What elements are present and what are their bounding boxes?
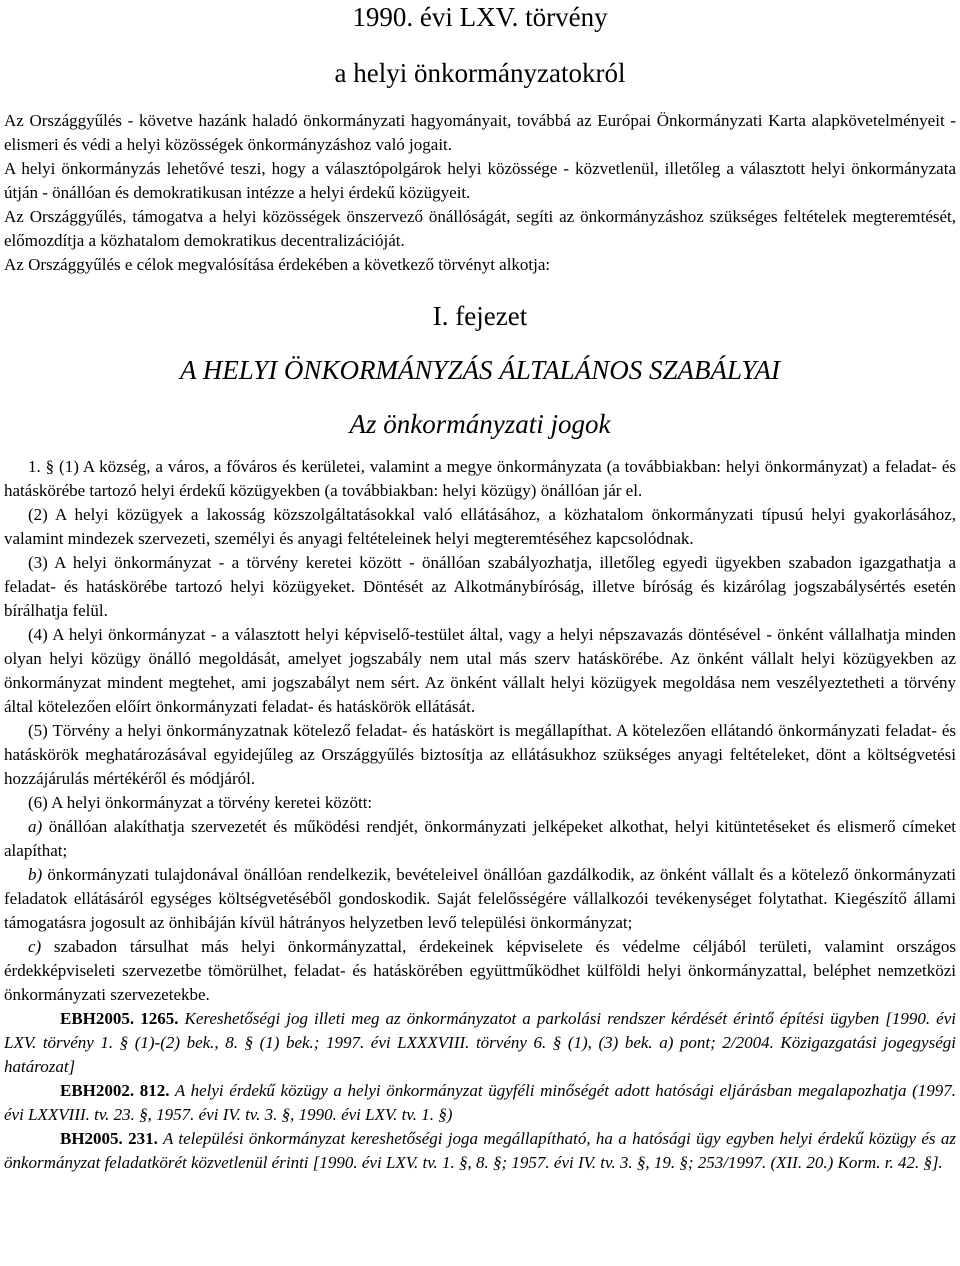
list-item-a-text: önállóan alakíthatja szervezetét és működési rendjét, önkormányzati jelképeket alkothat, helyi kitüntetéseket és elismerő címeket alapíthat; — [4, 817, 956, 860]
case-law-ref-1: EBH2005. 1265. — [60, 1009, 179, 1028]
case-law-note-1 — [4, 1007, 956, 1079]
section-1-paragraph-4: (4) A helyi önkormányzat - a választott helyi képviselő-testület által, vagy a helyi népszavazás döntésével - önként vállalhatja minden olyan helyi közügy önálló megoldását, amelyet jogszabály nem utal más szerv hatáskörébe. Az önként vállalt helyi közügyekben az önkormányzat mindent megtehet, ami jogszabályt nem sért. Az önként vállalt helyi közügyek megoldása nem veszélyeztetheti a törvény által kötelezően előírt önkormányzati feladat- és hatáskörök ellátását. — [4, 625, 956, 716]
preamble-paragraph-3: Az Országgyűlés, támogatva a helyi közösségek önszervező önállóságát, segíti az önkormányzáshoz szükséges feltételek megteremtését, előmozdítja a közhatalom demokratikus decentralizációját. — [4, 207, 956, 250]
case-law-ref-3: BH2005. 231. — [60, 1129, 158, 1148]
list-item-c-text: szabadon társulhat más helyi önkormányzattal, érdekeinek képviselete és védelme céljából területi, valamint országos érdekképviseleti szervezetbe tömörülhet, feladat- és hatáskörében együttműködhet külföldi helyi önkormányzattal, beléphet nemzetközi önkormányzati szervezetekbe. — [4, 937, 956, 1004]
section-1-paragraph-1: 1. § (1) A község, a város, a főváros és kerületei, valamint a megye önkormányzata (a továbbiakban: helyi önkormányzat) a feladat- és hatáskörébe tartozó helyi érdekű közügyekben (a továbbiakban: helyi közügy) önállóan jár el. — [4, 457, 956, 500]
section-1-paragraph-3: (3) A helyi önkormányzat - a törvény keretei között - önállóan szabályozhatja, illetőleg egyedi ügyekben szabadon igazgathatja a feladat- és hatáskörébe tartozó helyi közügyeket. Döntését az Alkotmánybíróság, illetve bíróság és kizárólag jogszabálysértés esetén bírálhatja felül. — [4, 553, 956, 620]
case-law-text-3: A települési önkormányzat kereshetőségi joga megállapítható, ha a hatósági ügy egyben helyi érdekű közügy és az önkormányzat feladatkörét közvetlenül érinti [1990. évi LXV. tv. 1. §, 8. §; 1957. évi IV. tv. 3. §, 19. §; 253/1997. (XII. 20.) Korm. r. 42. §]. — [4, 1129, 956, 1172]
section-1-paragraph-2: (2) A helyi közügyek a lakosság közszolgáltatásokkal való ellátásához, a közhatalom önkormányzati típusú helyi gyakorlásához, valamint mindezek szervezeti, személyi és anyagi feltételeinek helyi megteremtéséhez kapcsolódnak. — [4, 505, 956, 548]
section-1-paragraph-6: (6) A helyi önkormányzat a törvény keretei között: — [28, 793, 373, 812]
list-item-a — [4, 815, 956, 863]
case-law-text-2: A helyi érdekű közügy a helyi önkormányzat ügyféli minőségét adott hatósági eljárásban megalapozhatja (1997. évi LXXVIII. tv. 23. §, 1957. évi IV. tv. 3. §, 1990. évi LXV. tv. 1. §) — [4, 1081, 956, 1124]
case-law-note-2 — [4, 1079, 956, 1127]
case-law-ref-2: EBH2002. 812. — [60, 1081, 170, 1100]
case-law-note-3 — [4, 1127, 956, 1175]
chapter-heading: I. fejezet — [432, 301, 528, 331]
document-subtitle: a helyi önkormányzatokról — [334, 58, 626, 88]
document-page — [0, 2, 960, 1175]
preamble-paragraph-4: Az Országgyűlés e célok megvalósítása érdekében a következő törvényt alkotja: — [4, 255, 551, 274]
list-item-c — [4, 935, 956, 1007]
list-item-a-letter: a) — [28, 817, 43, 836]
list-item-b-text: önkormányzati tulajdonával önállóan rendelkezik, bevételeivel önállóan gazdálkodik, az önként vállalt és a kötelező önkormányzati feladatok ellátásáról egységes költségvetéséből gondoskodik. Saját felelősségére vállalkozói tevékenységet folytathat. Kiegészítő állami támogatásra jogosult az önhibáján kívül hátrányos helyzetben levő települési önkormányzat; — [4, 865, 956, 932]
document-title: 1990. évi LXV. törvény — [352, 2, 608, 32]
list-item-b-letter: b) — [28, 865, 43, 884]
preamble-paragraph-1: Az Országgyűlés - követve hazánk haladó önkormányzati hagyományait, továbbá az Európai Önkormányzati Karta alapkövetelményeit - elismeri és védi a helyi közösségek önkormányzáshoz való jogait. — [4, 111, 956, 154]
preamble-paragraph-2: A helyi önkormányzás lehetővé teszi, hogy a választópolgárok helyi közössége - közvetlenül, illetőleg a választott helyi önkormányzata útján - önállóan és demokratikusan intézze a helyi érdekű közügyeit. — [4, 159, 956, 202]
chapter-title: A HELYI ÖNKORMÁNYZÁS ÁLTALÁNOS SZABÁLYAI — [179, 355, 781, 385]
list-item-c-letter: c) — [28, 937, 42, 956]
case-law-text-1: Kereshetőségi jog illeti meg az önkormányzatot a parkolási rendszer kérdését érintő építési ügyben [1990. évi LXV. törvény 1. § (1)-(2) bek., 8. § (1) bek.; 1997. évi LXXXVIII. törvény 6. § (1), (3) bek. a) pont; 2/2004. Közigazgatási jogegységi határozat] — [4, 1009, 956, 1076]
section-1-paragraph-5: (5) Törvény a helyi önkormányzatnak kötelező feladat- és hatáskört is megállapíthat. A kötelezően ellátandó önkormányzati feladat- és hatáskörök meghatározásával egyidejűleg az Országgyűlés biztosítja az ellátásukhoz szükséges anyagi feltételeket, dönt a költségvetési hozzájárulás mértékéről és módjáról. — [4, 721, 956, 788]
section-title: Az önkormányzati jogok — [349, 409, 611, 439]
list-item-b — [4, 863, 956, 935]
